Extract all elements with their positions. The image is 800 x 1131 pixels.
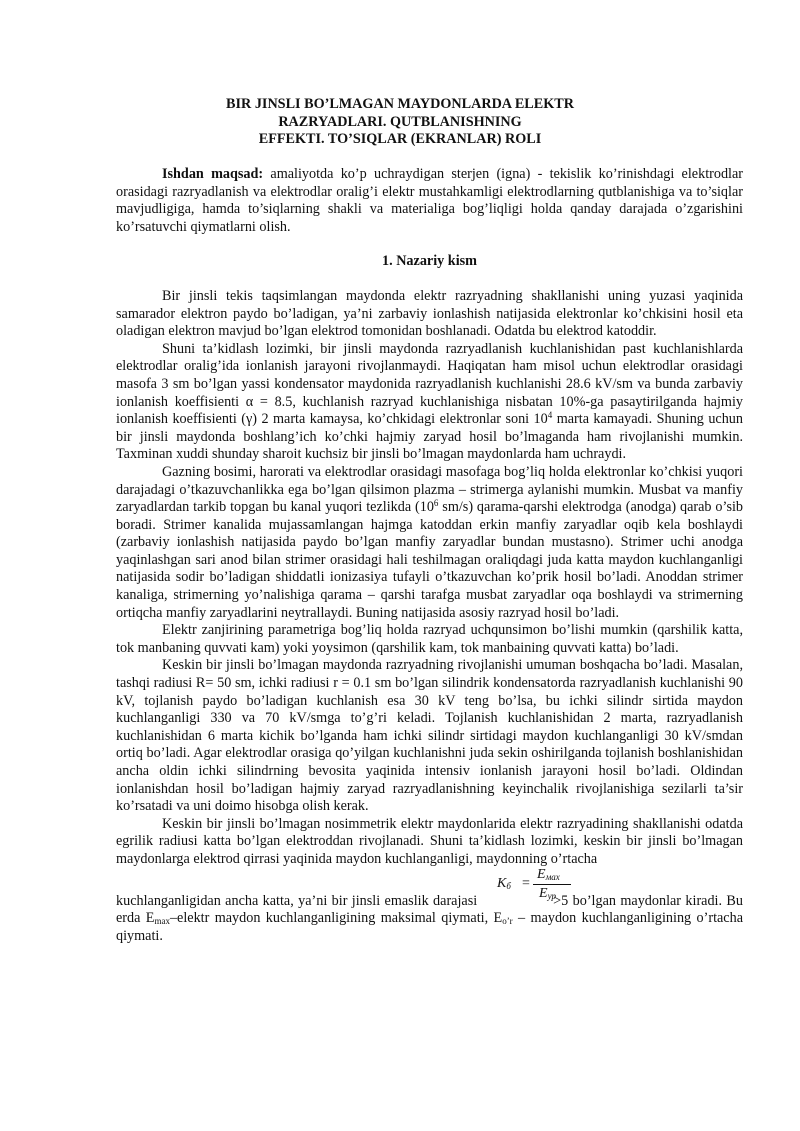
aim-paragraph [116,166,743,236]
fraction-bar [533,884,571,885]
alpha-symbol: α [245,393,254,410]
title-line-2: RAZRYADLARI. QUTBLANISHNING [278,113,522,130]
document-title [0,96,800,149]
exponent: 4 [547,410,553,421]
paragraph-5: Keskin bir jinsli bo’lmagan maydonda razryadning rivojlanishi umuman boshqacha bo’ladi. Masalan, tashqi radiusi R= 50 sm, ichki radiusi r = 0.1 sm bo’lgan silindrik kondensatorda razryadlanish kuchlanishi 90 kV, tojlanish paydo bo’ladigan kuchlanish esa 30 kV teng bo’lsa, bu ichki silindr sirtida maydon kuchlanganligi 330 va 70 kV/smga to’g’ri keladi. Tojlanish kuchlanishidan 2 marta, razryadlanish kuchlanishidan 6 marta kichik bo’lganda ham ichki silindr sirtidagi maydon kuchlanganligi 30 kV/smdan ortiq bo’ladi. Agar elektrodlar orasiga qo’yilgan kuchlanishni juda sekin oshirilganda tojlanish boshlanishidan ancha oldin ichki silindrning bevosita yaqinida intensiv ionlanish jarayoni hosil bo’ladi. Oldindan ionlanishdan hosil bo’ladigan hajmiy zaryad razryadlanishning keyinchalik rivojlanishiga sezilarli ta’sir ko’rsatadi va uni doimo hisobga olish kerak. [116,657,743,815]
title-line-1: BIR JINSLI BO’LMAGAN MAYDONLARDA ELEKTR [226,96,574,112]
gamma-symbol: γ [246,411,253,428]
title-line-3: EFFEKTI. TO’SIQLAR (EKRANLAR) ROLI [258,131,542,148]
exponent: 6 [433,498,439,509]
section-heading: 1. Nazariy kism [382,253,477,270]
formula-line: $K_б$ = $E_{мах}$ $E_{ур}$ kuchlanganligidan ancha katta, ya’ni bir jinsli emaslik darajasi >5 bo’lgan maydonlar kiradi. Bu erda $E_{max}$–elektr maydon kuchlanganligining maksimal qiymati, $E_{o’r}$ – maydon kuchlanganligining o’rtacha qiymati. [116,866,743,944]
paragraph-4: Elektr zanjirining parametriga bog’liq holda razryad uchqunsimon bo’lishi mumkin (qarshilik katta, tok manbaning quvvati kam) yoki yoysimon (qarshilik kam, tok manbaining quvvati katta) bo’ladi. [116,622,743,656]
paragraph-3: Gazning bosimi, harorati va elektrodlar orasidagi masofaga bog’liq holda elektronlar ko’chkisi yuqori darajadagi o’tkazuvchanlikka ega bo’lgan qilsimon plazma – strimerga aylanishi mumkin. Musbat va manfiy zaryadlardan tarkib topgan bu kanal yuqori tezlikda ($10^6$ sm/s) qarama-qarshi elektrodga (anodga) qarab o’sib boradi. Strimer kanalida mujassamlangan hajmga katoddan erkin manfiy zaryadlar oqib kela boshlaydi (zarbaviy ionlashish natijasida paydo bo’lgan manfiy zaryadlar bundan mustasno). Strimer uchi anodga yaqinlashgan sari anod bilan strimer orasidagi hali teshilmagan oraliqdagi juda katta maydon kuchlanganligi natijasida sodir bo’ladigan shiddatli ionizasiya tufayli o’tkazuvchan ko’prik hosil bo’ladi. Anoddan strimer kanaliga, strimerning yo’nalishiga qarama – qarshi tarafga musbat zaryadlar oqa boshlaydi va strimerning ortiqcha manfiy zaryadlarini neytrallaydi. Buning natijasida asosiy razryad hosil bo’ladi. [116,463,743,621]
document-body [116,166,743,945]
paragraph-2: Shuni ta’kidlash lozimki, bir jinsli maydonda razryadlanish kuchlanishidan past kuchlanishlarda elektrodlar oralig’ida ionlanish jarayoni rivojlanmaydi. Haqiqatan ham misol uchun elektrodlar orasidagi masofa 3 sm bo’lgan yassi kondensator maydonida razryadlanish kuchlanishi 28.6 kV/sm va bunda zarbaviy ionlanish koeffisienti α = 8.5, kuchlanish razryad kuchlanishiga nisbatan 10%-ga pasaytirilganda hajmiy ionlanish koeffisienti (γ) 2 marta kamaysa, ko’chkidagi elektronlar soni $10^4$ marta kamayadi. Shuning uchun bir jinsli maydonda boshlang’ich ko’chki hajmiy zaryad hosil bo’lmaganda ham rivojlanishi mumkin. Taxminan xuddi shunday sharoit kuchsiz bir jinsli bo’lmagan maydonlarda ham uchraydi. [116,340,743,463]
paragraph-1: Bir jinsli tekis taqsimlangan maydonda elektr razryadning shakllanishi uning yuzasi yaqinida samarador elektron paydo bo’ladigan, ya’ni zarbaviy ionlashish natijasida elektronlar ko’chkisini hosil eta oladigan elektron mavjud bo’lgan elektrod tomonidan boshlanadi. Odatda bu elektrod katoddir. [116,287,743,340]
aim-text: amaliyotda ko’p uchraydigan sterjen (igna) - tekislik ko’rinishdagi elektrodlar orasidagi razryadlanish va elektrodlar oralig’i elektr mustahkamligi elektrodlarning qutblanishiga va to’siqlar mavjudligiga, hamda to’siqlarning shakli va materialiga bog’liqligi holda qanday darajada o’zgarishini ko’rsatuvchi qiymatlarni olish. [116,166,744,235]
paragraph-6-continuation: kuchlanganligidan ancha katta, ya’ni bir jinsli emaslik darajasi >5 bo’lgan maydonlar kiradi. Bu erda $E_{max}$–elektr maydon kuchlanganligining maksimal qiymati, $E_{o’r}$ – maydon kuchlanganligining o’rtacha qiymati. [116,892,743,944]
aim-label: Ishdan maqsad: [162,166,264,182]
paragraph-6: Keskin bir jinsli bo’lmagan nosimmetrik elektr maydonlarida elektr razryadining shakllanishi odatda egrilik radiusi katta bo’lgan elektroddan rivojlanadi. Shuni ta’kidlash lozimki, keskin bir jinsli bo’lmagan maydonlarga elektrod qirrasi yaqinida maydon kuchlanganligi, maydonning o’rtacha [116,815,743,867]
